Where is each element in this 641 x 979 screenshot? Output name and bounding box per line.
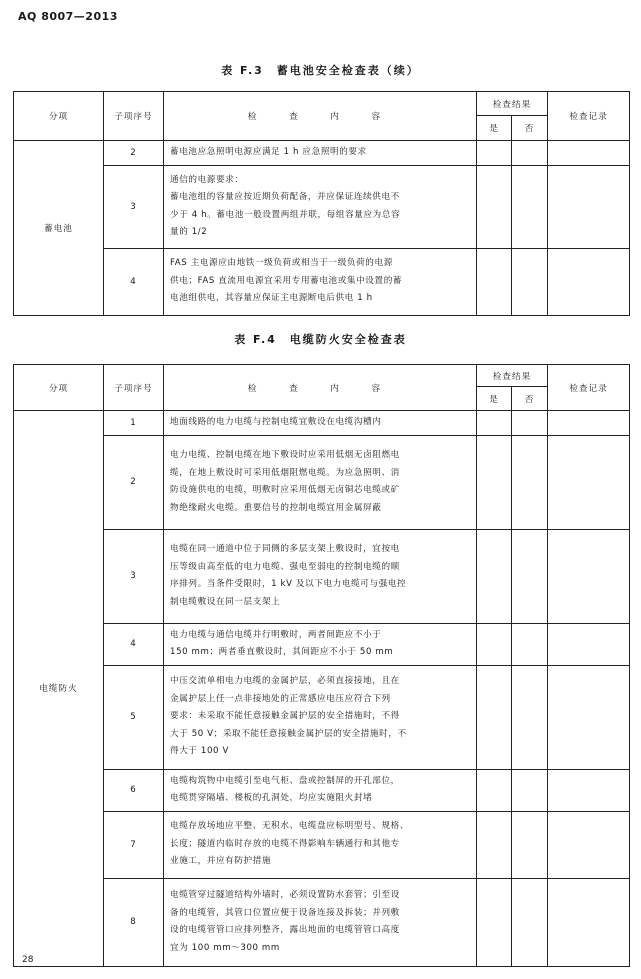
record-cell[interactable] (548, 411, 630, 436)
content-line: 蓄电池应急照明电源应满足 1 h 应急照明的要求 (170, 147, 367, 157)
table-f3-caption: 表 F.3 蓄电池安全检查表（续） (221, 64, 420, 77)
page-header: AQ 8007—2013 (18, 10, 118, 23)
record-cell[interactable] (548, 623, 630, 665)
content-line: 供电；FAS 直流用电源宜采用专用蓄电池或集中设置的蓄 (170, 275, 403, 286)
content-line: 压等级由高至低的电力电缆、强电至弱电的控制电缆的顺 (170, 561, 400, 572)
record-cell[interactable] (548, 529, 630, 623)
content-line: 防设施供电的电缆，明敷时应采用低烟无卤铜芯电缆或矿 (170, 485, 400, 495)
header-result: 检查结果 (477, 365, 548, 387)
content-cell (164, 623, 477, 665)
category-cell: 电缆防火 (14, 411, 104, 967)
content-line: 得大于 100 V (170, 746, 229, 757)
result-yes-cell[interactable] (477, 811, 512, 878)
table-row (14, 165, 630, 248)
content-cell (164, 811, 477, 878)
result-yes-cell[interactable] (477, 165, 512, 248)
content-line: 业施工，并应有防护措施 (170, 856, 272, 867)
content-line: 缆，在地上敷设时可采用低烟阻燃电缆。为应急照明、消 (170, 467, 400, 478)
content-cell (164, 878, 477, 966)
result-no-cell[interactable] (512, 248, 548, 315)
result-no-cell[interactable] (512, 165, 548, 248)
record-cell[interactable] (548, 811, 630, 878)
result-no-cell[interactable] (512, 435, 548, 529)
header-yes: 是 (477, 116, 512, 141)
record-cell[interactable] (548, 435, 630, 529)
header-content: 检 查 内 容 (164, 365, 477, 411)
result-yes-cell[interactable] (477, 248, 512, 315)
header-yes: 是 (477, 387, 512, 411)
content-line: 电缆在同一通道中位于同侧的多层支架上敷设时，宜按电 (170, 544, 400, 554)
category-cell: 蓄电池 (14, 141, 104, 316)
content-line: 电池组供电，其容量应保证主电源断电后供电 1 h (170, 293, 373, 304)
result-no-cell[interactable] (512, 878, 548, 966)
table-row (14, 435, 630, 529)
content-cell (164, 769, 477, 811)
content-cell (164, 248, 477, 315)
content-line: 金属护层上任一点非接地处的正常感应电压应符合下列 (170, 693, 391, 704)
result-no-cell[interactable] (512, 141, 548, 166)
item-no-cell: 2 (104, 141, 164, 166)
item-no-cell: 5 (104, 665, 164, 769)
table-row (14, 411, 630, 436)
result-no-cell[interactable] (512, 811, 548, 878)
table-f4-caption: 表 F.4 电缆防火安全检查表 (234, 333, 407, 346)
header-record: 检查记录 (548, 92, 630, 141)
content-cell (164, 665, 477, 769)
header-item-no: 子项序号 (104, 365, 164, 411)
result-yes-cell[interactable] (477, 141, 512, 166)
result-yes-cell[interactable] (477, 435, 512, 529)
item-no-cell: 2 (104, 435, 164, 529)
content-line: 地面线路的电力电缆与控制电缆宜敷设在电缆沟槽内 (170, 417, 382, 427)
item-no-cell: 3 (104, 529, 164, 623)
header-no: 否 (512, 116, 548, 141)
content-line: 电缆存放场地应平整、无积水、电缆盘应标明型号、规格、 (170, 821, 410, 832)
item-no-cell: 8 (104, 878, 164, 966)
header-category: 分项 (14, 92, 104, 141)
record-cell[interactable] (548, 878, 630, 966)
content-cell (164, 435, 477, 529)
content-line: 物绝缘耐火电缆。重要信号的控制电缆宜用金属屏蔽 (170, 502, 382, 513)
content-cell (164, 141, 477, 166)
item-no-cell: 4 (104, 248, 164, 315)
table-f3 (13, 91, 630, 316)
content-line: 电力电缆与通信电缆并行明敷时，两者间距应不小于 (170, 629, 382, 640)
result-yes-cell[interactable] (477, 769, 512, 811)
content-line: 长度；隧道内临时存放的电缆不得影响车辆通行和其他专 (170, 838, 400, 849)
result-no-cell[interactable] (512, 411, 548, 436)
result-no-cell[interactable] (512, 665, 548, 769)
record-cell[interactable] (548, 665, 630, 769)
content-line: 150 mm；两者垂直敷设时，其间距应不小于 50 mm (170, 647, 394, 657)
result-no-cell[interactable] (512, 529, 548, 623)
item-no-cell: 7 (104, 811, 164, 878)
table-row (14, 665, 630, 769)
result-yes-cell[interactable] (477, 529, 512, 623)
content-line: 宜为 100 mm～300 mm (170, 942, 280, 953)
item-no-cell: 4 (104, 623, 164, 665)
content-line: 大于 50 V；采取不能任意接触金属护层的安全措施时，不 (170, 728, 407, 739)
content-line: 制电缆敷设在同一层支架上 (170, 596, 281, 607)
header-item-no: 子项序号 (104, 92, 164, 141)
table-row (14, 248, 630, 315)
content-line: 蓄电池组的容量应按近期负荷配备，并应保证连续供电不 (170, 192, 400, 202)
record-cell[interactable] (548, 165, 630, 248)
item-no-cell: 6 (104, 769, 164, 811)
table-row (14, 529, 630, 623)
record-cell[interactable] (548, 141, 630, 166)
header-no: 否 (512, 387, 548, 411)
table-row (14, 141, 630, 166)
record-cell[interactable] (548, 769, 630, 811)
content-line: 中压交流单相电力电缆的金属护层，必须直接接地，且在 (170, 676, 400, 687)
content-line: 电缆管穿过隧道结构外墙时，必须设置防水套管；引至设 (170, 890, 400, 900)
result-yes-cell[interactable] (477, 411, 512, 436)
content-cell (164, 529, 477, 623)
content-line: 电缆贯穿隔墙、楼板的孔洞处，均应实施阻火封堵 (170, 793, 373, 803)
result-yes-cell[interactable] (477, 665, 512, 769)
table-row (14, 623, 630, 665)
item-no-cell: 1 (104, 411, 164, 436)
table-row (14, 811, 630, 878)
result-yes-cell[interactable] (477, 878, 512, 966)
result-no-cell[interactable] (512, 623, 548, 665)
content-cell (164, 165, 477, 248)
header-content: 检 查 内 容 (164, 92, 477, 141)
header-category: 分项 (14, 365, 104, 411)
table-f4 (13, 364, 630, 967)
result-no-cell[interactable] (512, 769, 548, 811)
table-row (14, 878, 630, 966)
content-cell (164, 411, 477, 436)
content-line: 序排列。当条件受限时，1 kV 及以下电力电缆可与强电控 (170, 579, 407, 589)
content-line: 量的 1/2 (170, 227, 208, 237)
content-line: 设的电缆管管口应排列整齐，露出地面的电缆管管口高度 (170, 925, 400, 935)
content-line: FAS 主电源应由地铁一级负荷或相当于一级负荷的电源 (170, 258, 393, 269)
header-record: 检查记录 (548, 365, 630, 411)
content-line: 要求：未采取不能任意接触金属护层的安全措施时，不得 (170, 711, 400, 722)
item-no-cell: 3 (104, 165, 164, 248)
content-line: 通信的电源要求： (170, 174, 244, 185)
record-cell[interactable] (548, 248, 630, 315)
page-number: 28 (22, 955, 34, 965)
content-line: 备的电缆管，其管口位置应便于设备连接及拆装；并列敷 (170, 907, 400, 918)
table-row (14, 769, 630, 811)
content-line: 电缆构筑物中电缆引至电气柜、盘或控制屏的开孔部位， (170, 775, 400, 786)
result-yes-cell[interactable] (477, 623, 512, 665)
header-result: 检查结果 (477, 92, 548, 116)
content-line: 少于 4 h。蓄电池一般设置两组并联，每组容量应为总容 (170, 209, 401, 220)
content-line: 电力电缆、控制电缆在地下敷设时应采用低烟无卤阻燃电 (170, 450, 400, 460)
